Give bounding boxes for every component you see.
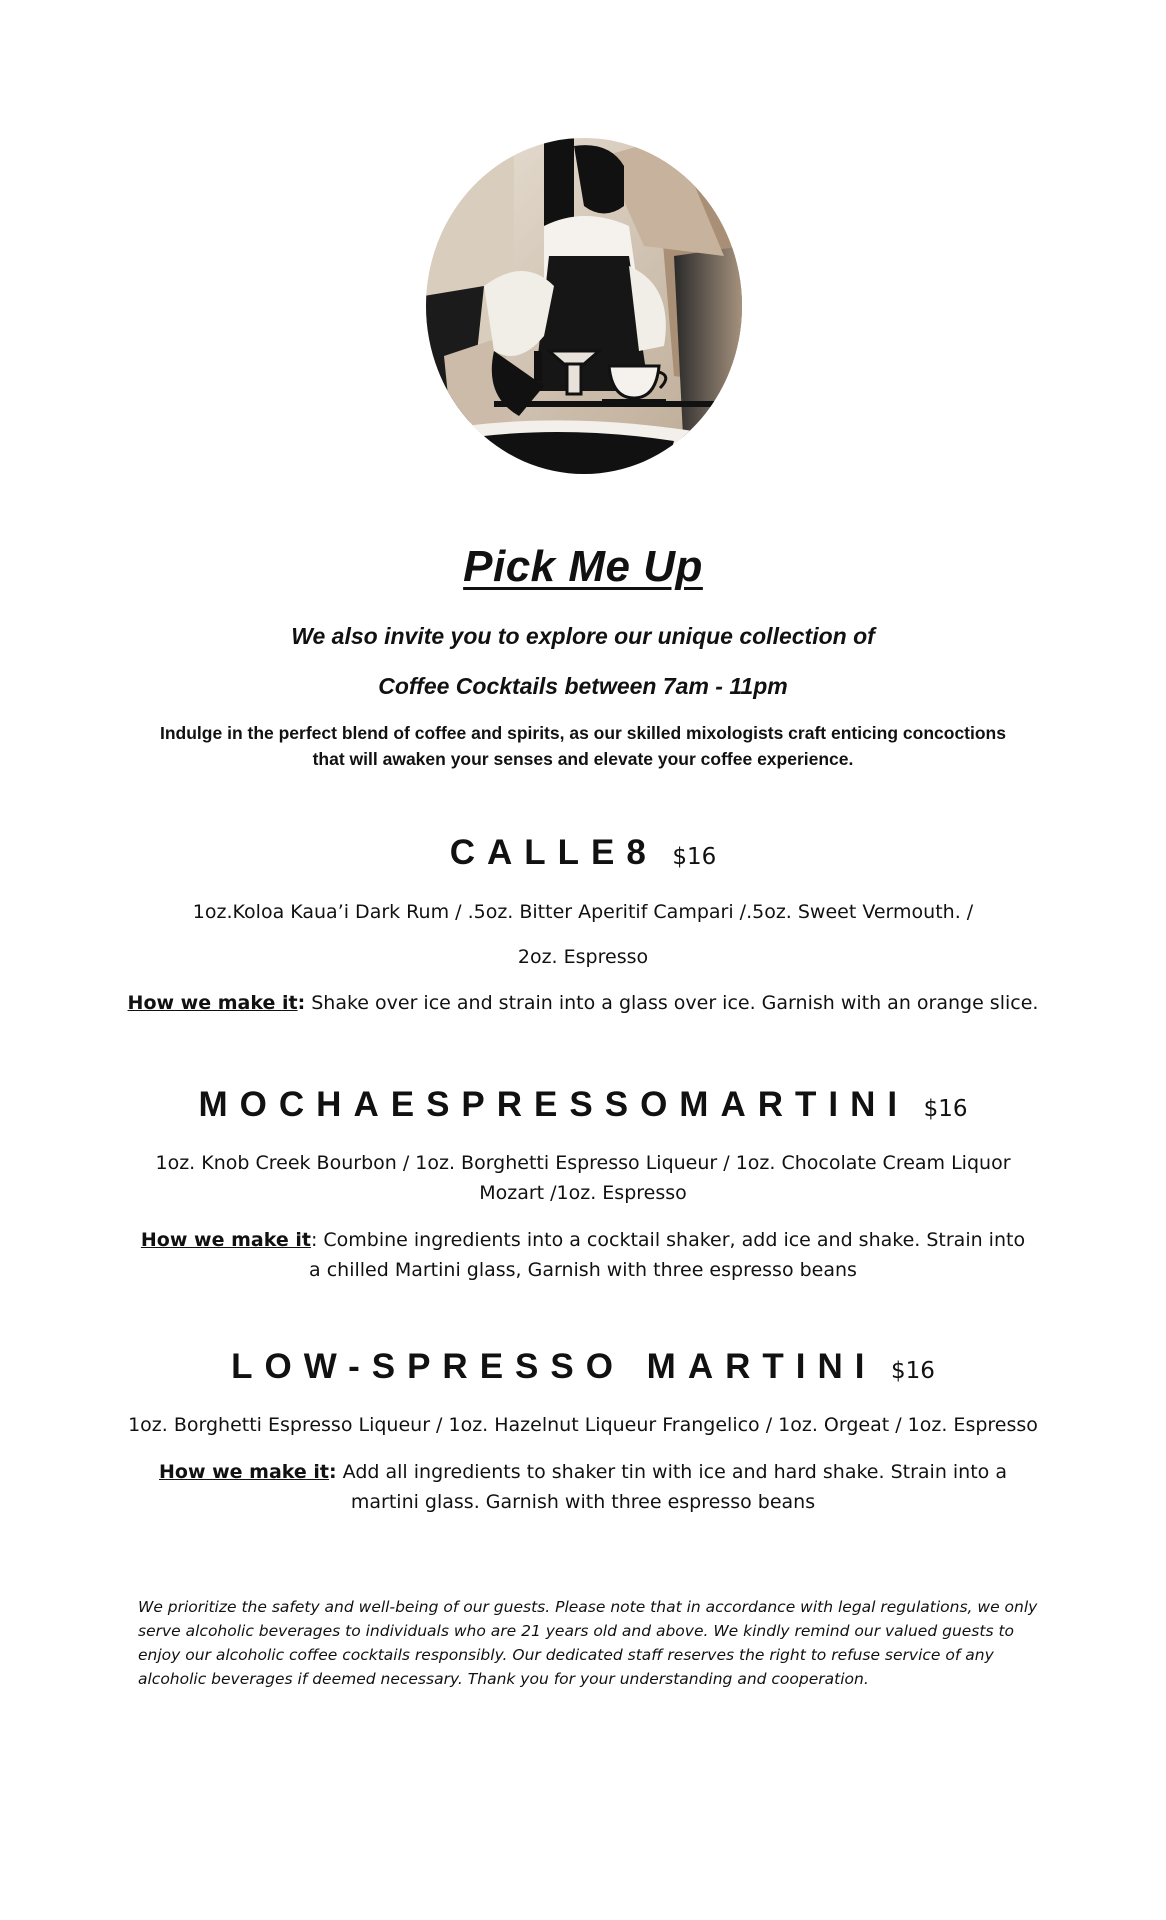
menu-item-mocha-espresso-martini-heading	[0, 1085, 1166, 1125]
barista-logo-icon	[424, 136, 744, 476]
menu-item-calle8-heading	[0, 833, 1166, 873]
method-text: Combine ingredients into a cocktail shaker, add ice and shake. Strain into a chilled Martini glass, Garnish with three espresso beans	[309, 1229, 1026, 1281]
method-label: How we make it	[140, 1229, 311, 1251]
menu-item-method	[110, 988, 1056, 1018]
method-colon: :	[329, 1461, 337, 1483]
menu-item-method	[130, 1457, 1036, 1517]
menu-item-price: $16	[890, 1358, 935, 1384]
menu-item-price: $16	[672, 844, 717, 870]
method-colon: :	[310, 1229, 318, 1251]
legal-disclaimer: We prioritize the safety and well-being of our guests. Please note that in accordance with legal regulations, we only serve alcoholic beverages to individuals who are 21 years old and above. We kindly remind our valued guests to enjoy our alcoholic coffee cocktails responsibly. Our dedicated staff reserves the right to refuse service of any alcoholic beverages if deemed necessary. Thank you for your understanding and cooperation.	[138, 1598, 1038, 1688]
menu-item-ingredients-cont: 2oz. Espresso	[517, 946, 649, 968]
menu-item-low-spresso-martini-heading	[0, 1347, 1166, 1387]
method-label: How we make it	[127, 992, 298, 1014]
menu-item-ingredients: 1oz. Knob Creek Bourbon / 1oz. Borghetti Espresso Liqueur / 1oz. Chocolate Cream Liquor Mozart /1oz. Espresso	[155, 1152, 1011, 1204]
menu-item-name: LOW-SPRESSO MARTINI	[231, 1347, 877, 1386]
invite-line-2: Coffee Cocktails between 7am - 11pm	[378, 673, 788, 699]
method-colon: :	[297, 992, 306, 1014]
page-title: Pick Me Up	[463, 542, 703, 591]
menu-item-price: $16	[923, 1096, 968, 1122]
method-label: How we make it	[159, 1461, 330, 1483]
invite-line-1: We also invite you to explore our unique collection of	[291, 623, 875, 649]
menu-item-name: CALLE8	[449, 833, 658, 872]
menu-item-ingredients: 1oz.Koloa Kaua’i Dark Rum / .5oz. Bitter Aperitif Campari /.5oz. Sweet Vermouth. /	[192, 901, 974, 923]
intro-description: Indulge in the perfect blend of coffee and spirits, as our skilled mixologists craft enticing concoctions that will awaken your senses and elevate your coffee experience.	[160, 723, 1006, 769]
method-text: Add all ingredients to shaker tin with ice and hard shake. Strain into a martini glass. Garnish with three espresso beans	[336, 1461, 1007, 1513]
menu-item-name: MOCHAESPRESSOMARTINI	[198, 1085, 910, 1124]
menu-item-method	[140, 1225, 1026, 1285]
method-text: Shake over ice and strain into a glass over ice. Garnish with an orange slice.	[305, 992, 1039, 1014]
menu-item-ingredients: 1oz. Borghetti Espresso Liqueur / 1oz. Hazelnut Liqueur Frangelico / 1oz. Orgeat / 1oz. Espresso	[128, 1414, 1038, 1436]
